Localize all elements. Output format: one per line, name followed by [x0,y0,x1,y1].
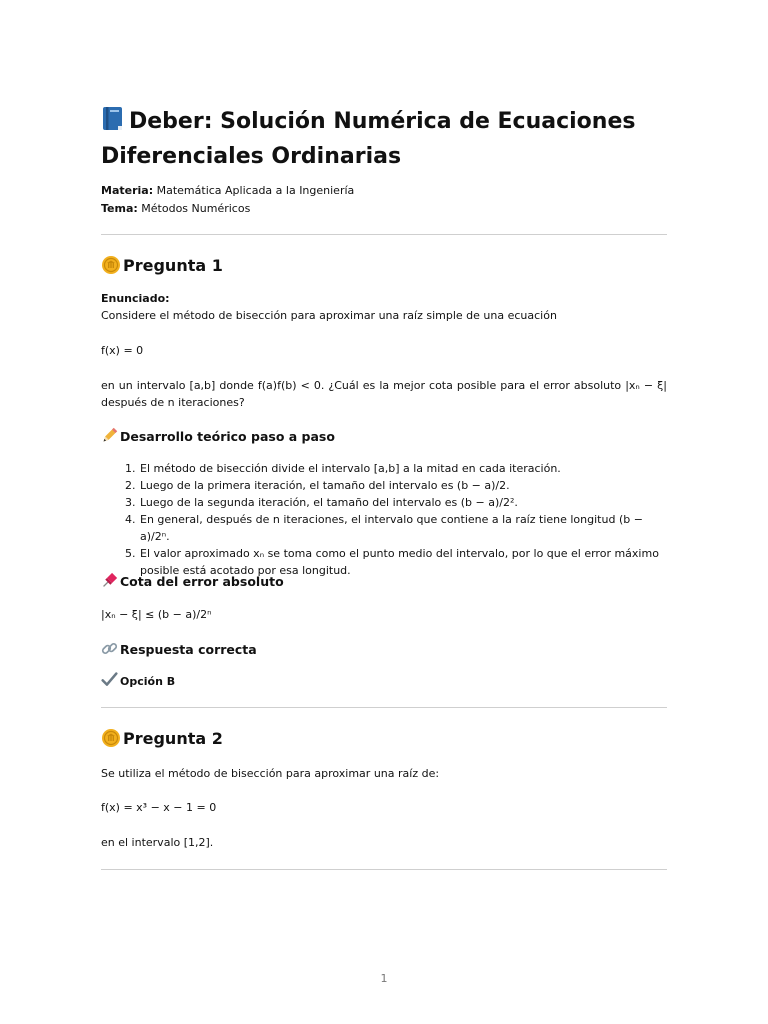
list-item: 2. Luego de la primera iteración, el tamaño del intervalo es (b − a)/2. [125,479,510,492]
page-number: 1 [380,972,388,985]
pencil-icon [101,427,118,444]
coin-icon [101,255,121,275]
tema-label: Tema: [101,202,138,215]
steps-list [101,460,667,579]
respuesta-value: Opción B [101,671,175,691]
question-2-heading: Pregunta 2 [101,727,223,751]
page-title: Deber: Solución Numérica de Ecuaciones Diferenciales Ordinarias [101,104,667,174]
cota-formula: |xₙ − ξ| ≤ (b − a)/2ⁿ [101,608,212,621]
enunciado-text: Considere el método de bisección para aproximar una raíz simple de una ecuación [101,309,557,322]
equation-2: f(x) = x³ − x − 1 = 0 [101,801,217,814]
pushpin-icon [101,572,118,589]
document-meta [101,182,354,218]
link-icon [101,640,118,657]
section-divider [101,707,667,708]
list-item: 3. Luego de la segunda iteración, el tamaño del intervalo es (b − a)/2². [125,496,518,509]
respuesta-heading: Respuesta correcta [101,640,257,660]
materia-value: Matemática Aplicada a la Ingeniería [156,184,355,197]
enunciado [101,290,667,324]
document-page [101,0,667,1024]
list-item: 1. El método de bisección divide el intervalo [a,b] a la mitad en cada iteración. [125,462,561,475]
book-icon [101,106,125,132]
question-1-context: en un intervalo [a,b] donde f(a)f(b) < 0. ¿Cuál es la mejor cota posible para el error absoluto |xₙ − ξ| después de n iteraciones? [101,379,667,409]
question-1-heading: Pregunta 1 [101,254,223,278]
list-item: 5. El valor aproximado xₙ se toma como el punto medio del intervalo, por lo que el error máximo posible está acotado por esa longitud. [125,547,659,577]
equation-1: f(x) = 0 [101,344,144,357]
tema-value: Métodos Numéricos [141,202,251,215]
question-2-interval: en el intervalo [1,2]. [101,836,214,849]
desarrollo-heading: Desarrollo teórico paso a paso [101,427,335,447]
coin-icon [101,728,121,748]
materia-label: Materia: [101,184,154,197]
cota-heading: Cota del error absoluto [101,572,284,592]
enunciado-label: Enunciado: [101,292,170,305]
section-divider [101,869,667,870]
question-2-intro: Se utiliza el método de bisección para aproximar una raíz de: [101,767,440,780]
list-item: 4. En general, después de n iteraciones, el intervalo que contiene a la raíz tiene longitud (b − a)/2ⁿ. [125,513,643,543]
checkmark-icon [101,671,118,688]
section-divider [101,234,667,235]
